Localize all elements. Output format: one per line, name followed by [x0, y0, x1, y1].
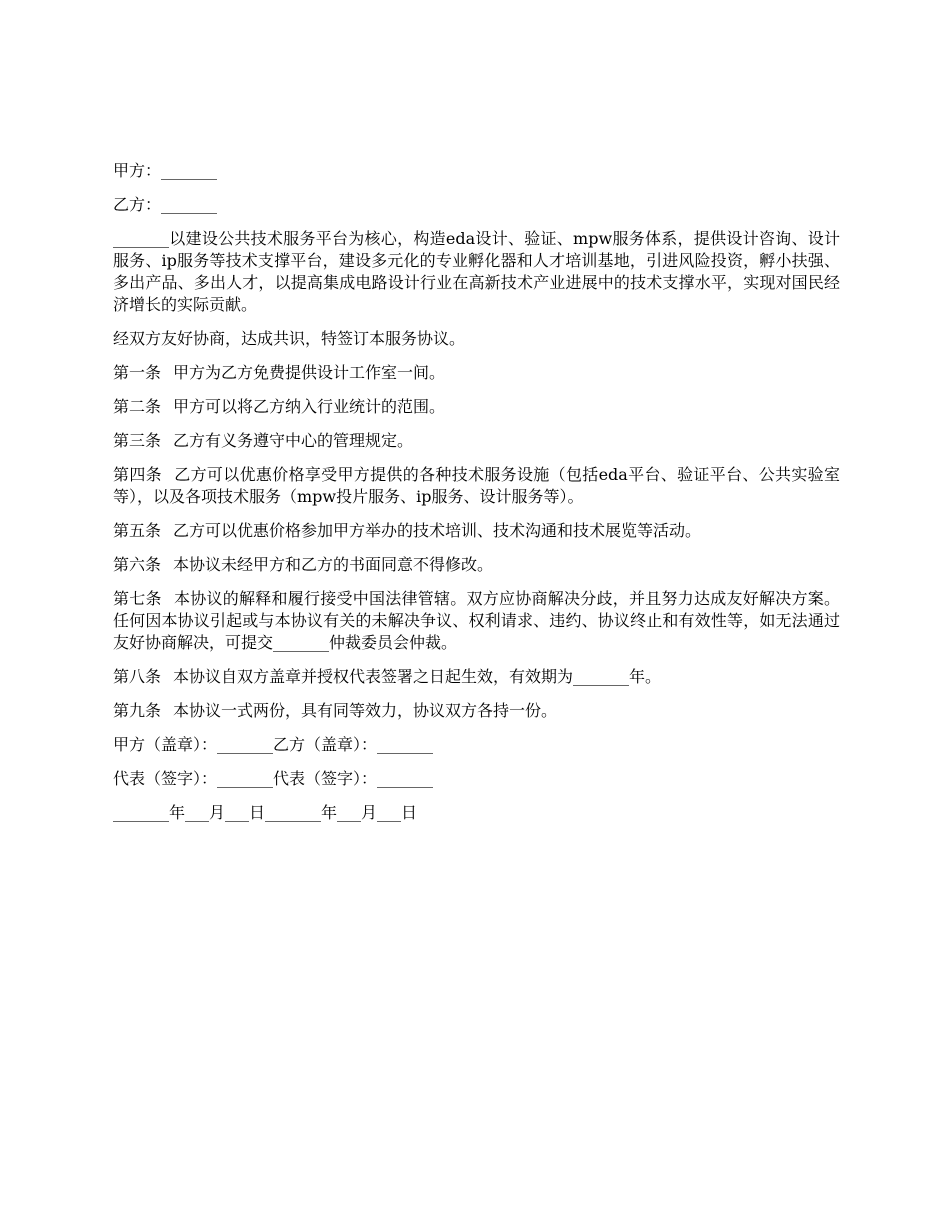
article-text: 本协议的解释和履行接受中国法律管辖。双方应协商解决分歧，并且努力达成友好解决方案。任何因本协议引起或与本协议有关的未解决争议、权利请求、违约、协议终止和有效性等，如无法通过友好协商解决，可提交_______仲裁委员会仲裁。: [113, 589, 840, 652]
article-text: 甲方为乙方免费提供设计工作室一间。: [173, 363, 446, 382]
article-text: 乙方有义务遵守中心的管理规定。: [173, 431, 414, 450]
article-label: 第五条: [113, 521, 162, 540]
article-label: 第七条: [113, 589, 162, 608]
article-9: [113, 700, 840, 722]
article-label: 第三条: [113, 431, 162, 450]
article-text: 乙方可以优惠价格享受甲方提供的各种技术服务设施（包括eda平台、验证平台、公共实验室等），以及各项技术服务（mpw投片服务、ip服务、设计服务等）。: [113, 465, 840, 506]
article-text: 本协议一式两份，具有同等效力，协议双方各持一份。: [173, 701, 558, 720]
date-line: _______年___月___日_______年___月___日: [113, 803, 418, 822]
agreement-document: [113, 160, 840, 836]
seal-line: 甲方（盖章）：_______乙方（盖章）：_______: [113, 735, 434, 754]
article-label: 第六条: [113, 555, 162, 574]
article-text: 本协议自双方盖章并授权代表签署之日起生效，有效期为_______年。: [173, 667, 662, 686]
article-label: 第九条: [113, 701, 162, 720]
article-text: 甲方可以将乙方纳入行业统计的范围。: [173, 397, 446, 416]
intro-paragraph: _______以建设公共技术服务平台为核心，构造eda设计、验证、mpw服务体系，提供设计咨询、设计服务、ip服务等技术支撑平台，建设多元化的专业孵化器和人才培训基地，引进风险投资，孵小扶强、多出产品、多出人才，以提高集成电路设计行业在高新技术产业进展中的技术支撑水平，实现对国民经济增长的实际贡献。: [113, 229, 840, 314]
article-6: [113, 554, 840, 576]
article-label: 第一条: [113, 363, 162, 382]
article-3: [113, 430, 840, 452]
article-text: 本协议未经甲方和乙方的书面同意不得修改。: [173, 555, 494, 574]
article-7: [113, 588, 840, 654]
article-text: 乙方可以优惠价格参加甲方举办的技术培训、技术沟通和技术展览等活动。: [173, 521, 702, 540]
article-2: [113, 396, 840, 418]
party-b-line: 乙方：_______: [113, 195, 218, 214]
article-1: [113, 362, 840, 384]
consensus-paragraph: 经双方友好协商，达成共识，特签订本服务协议。: [113, 329, 466, 348]
article-5: [113, 520, 840, 542]
signature-line: 代表（签字）：_______代表（签字）：_______: [113, 769, 434, 788]
article-4: [113, 464, 840, 508]
article-label: 第八条: [113, 667, 162, 686]
party-a-line: 甲方：_______: [113, 161, 218, 180]
article-8: [113, 666, 840, 688]
article-label: 第二条: [113, 397, 162, 416]
article-label: 第四条: [113, 465, 162, 484]
